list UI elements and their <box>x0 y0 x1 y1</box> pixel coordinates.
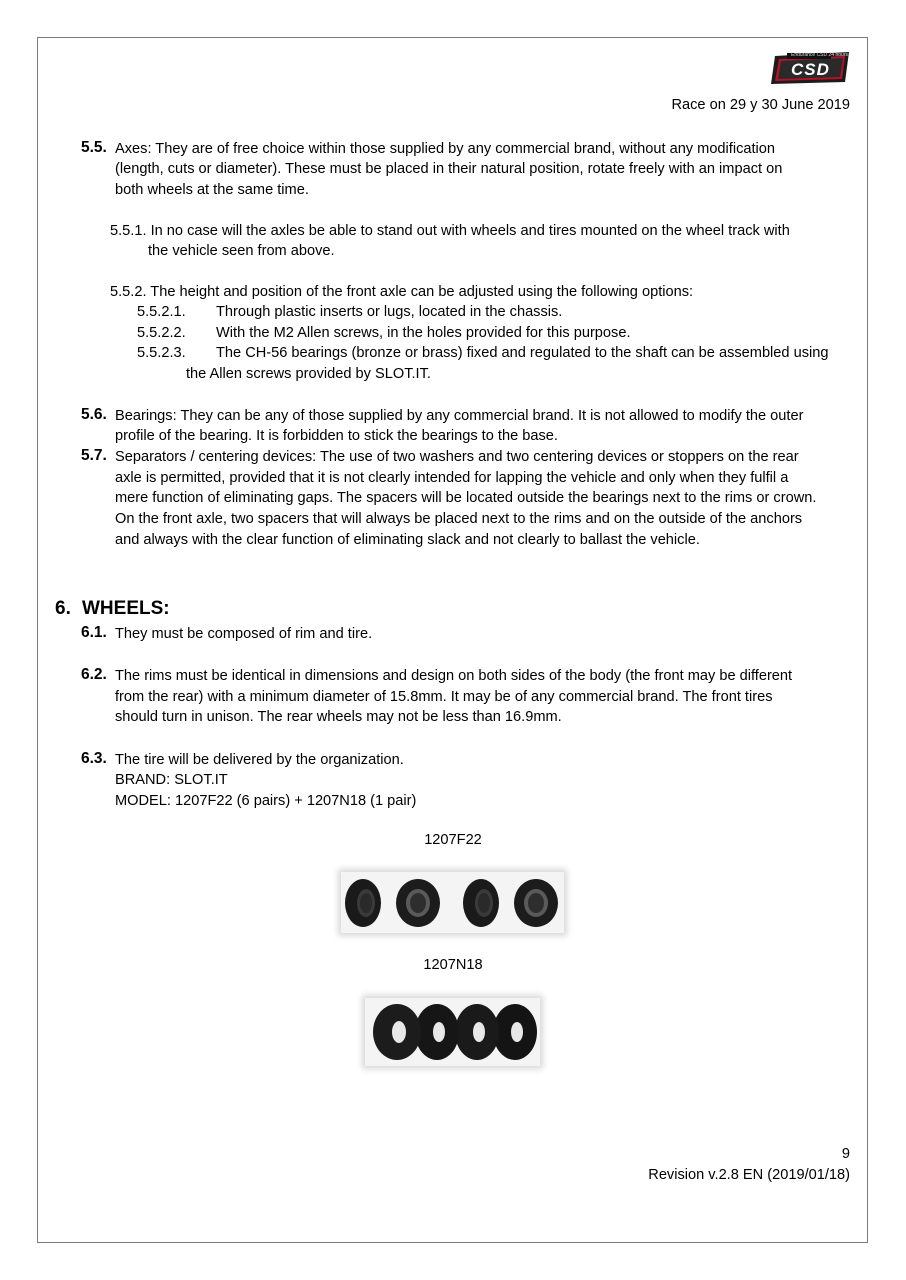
paragraph-5-5-1-line: the vehicle seen from above. <box>148 243 335 259</box>
paragraph-6-2-line: The rims must be identical in dimensions and design on both sides of the body (the front may be different <box>115 668 793 684</box>
paragraph-6-3-line: The tire will be delivered by the organization. <box>115 752 404 768</box>
revision-text: Revision v.2.8 EN (2019/01/18) <box>648 1167 850 1183</box>
paragraph-5-7-line: On the front axle, two spacers that will always be placed next to the rims and on the outside of the anchors <box>115 511 803 527</box>
figure-caption-1207f22: 1207F22 <box>424 832 482 848</box>
section-number: 5.5. <box>81 139 107 156</box>
page-number: 9 <box>841 1146 850 1162</box>
paragraph-5-5-line: both wheels at the same time. <box>115 182 309 198</box>
logo-subtext: Endurance CSD 24 hours <box>791 52 848 58</box>
section-heading-title: WHEELS: <box>82 598 170 619</box>
paragraph-6-3-line: BRAND: SLOT.IT <box>115 772 228 788</box>
paragraph-6-2-line: from the rear) with a minimum diameter of 15.8mm. It may be of any commercial brand. The front tires <box>115 689 773 705</box>
paragraph-5-5-line: (length, cuts or diameter). These must be placed in their natural position, rotate freely with an impact on <box>115 161 783 177</box>
paragraph-5-7-line: and always with the clear function of eliminating slack and not clearly to ballast the vehicle. <box>115 532 700 548</box>
paragraph-5-6-line: profile of the bearing. It is forbidden to stick the bearings to the base. <box>115 428 558 444</box>
tire-image-1207f22 <box>341 872 564 933</box>
paragraph-5-5-line: Axes: They are of free choice within those supplied by any commercial brand, without any modification <box>115 141 776 157</box>
tire-image-1207n18 <box>365 998 540 1066</box>
section-number: 6.1. <box>81 624 107 641</box>
figure-caption-1207n18: 1207N18 <box>423 957 483 973</box>
paragraph-6-1-line: They must be composed of rim and tire. <box>115 626 373 642</box>
paragraph-5-7-line: Separators / centering devices: The use of two washers and two centering devices or stoppers on the rear <box>115 449 799 465</box>
paragraph-6-3-line: MODEL: 1207F22 (6 pairs) + 1207N18 (1 pair) <box>115 793 417 809</box>
section-number: 5.6. <box>81 406 107 423</box>
list-item-text: Through plastic inserts or lugs, located in the chassis. <box>216 304 563 320</box>
list-item-text: With the M2 Allen screws, in the holes provided for this purpose. <box>216 325 631 341</box>
paragraph-6-2-line: should turn in unison. The rear wheels may not be less than 16.9mm. <box>115 709 562 725</box>
paragraph-5-7-line: mere function of eliminating gaps. The spacers will be located outside the bearings next to the rims or crown. <box>115 490 817 506</box>
csd-logo <box>769 50 851 85</box>
section-heading-number: 6. <box>55 598 71 619</box>
section-number: 5.7. <box>81 447 107 464</box>
list-item-number: 5.5.2.2. <box>137 325 186 341</box>
list-item-number: 5.5.2.3. <box>137 345 186 361</box>
paragraph-5-7-line: axle is permitted, provided that it is not clearly intended for lapping the vehicle and only when they fulfil a <box>115 470 789 486</box>
list-item-number: 5.5.2.1. <box>137 304 186 320</box>
paragraph-5-5-1-line: 5.5.1. In no case will the axles be able to stand out with wheels and tires mounted on the wheel track with <box>110 223 790 239</box>
logo-text: CSD <box>791 60 830 79</box>
paragraph-5-5-2-line: 5.5.2. The height and position of the front axle can be adjusted using the following options: <box>110 284 694 300</box>
list-item-continuation: the Allen screws provided by SLOT.IT. <box>186 366 431 382</box>
paragraph-5-6-line: Bearings: They can be any of those supplied by any commercial brand. It is not allowed to modify the outer <box>115 408 804 424</box>
race-date: Race on 29 y 30 June 2019 <box>671 97 850 113</box>
section-number: 6.2. <box>81 666 107 683</box>
list-item-text: The CH-56 bearings (bronze or brass) fixed and regulated to the shaft can be assembled using <box>216 345 829 361</box>
section-number: 6.3. <box>81 750 107 767</box>
